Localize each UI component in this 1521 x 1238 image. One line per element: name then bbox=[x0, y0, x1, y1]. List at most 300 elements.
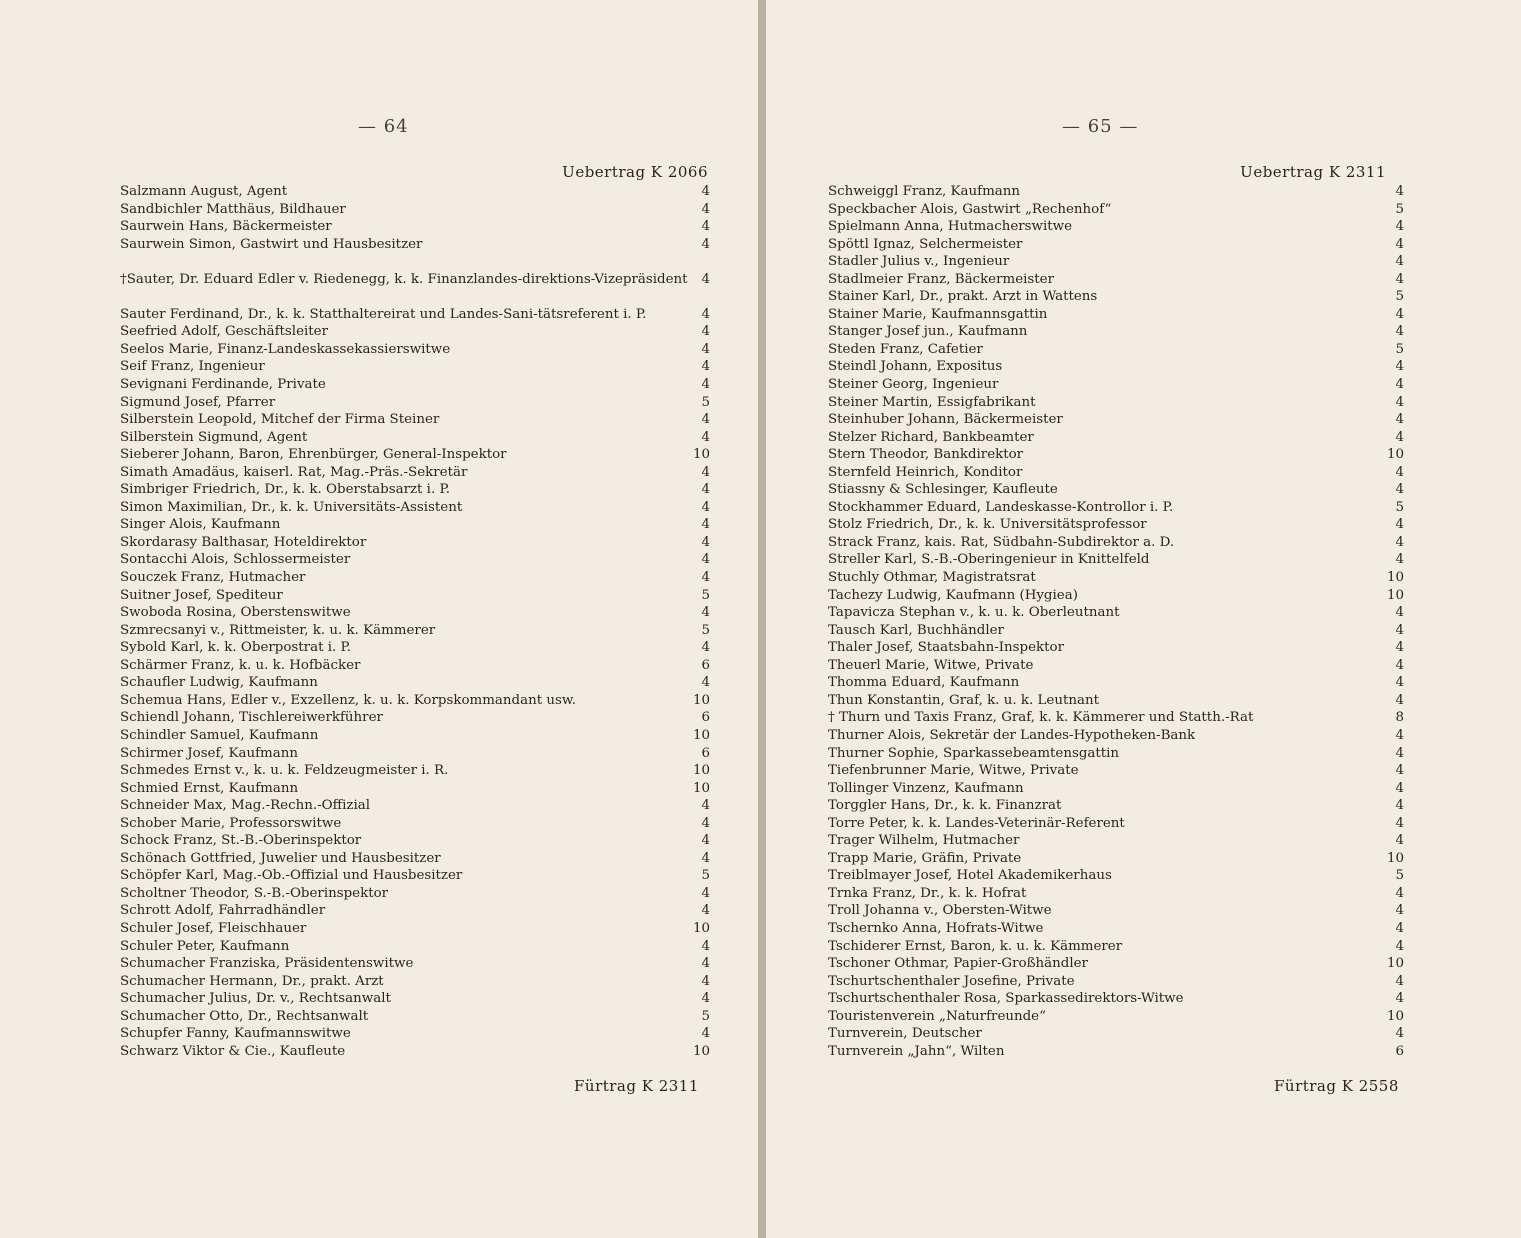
list-item bbox=[120, 955, 710, 973]
donation-amount: 4 bbox=[701, 833, 710, 849]
list-item bbox=[120, 218, 710, 236]
donor-name: Schwarz Viktor & Cie., Kaufleute bbox=[120, 1043, 346, 1059]
donation-amount: 4 bbox=[701, 271, 710, 287]
donation-amount: 10 bbox=[1386, 587, 1404, 603]
donor-name: Tschoner Othmar, Papier-Großhändler bbox=[828, 956, 1088, 972]
donor-name: Seif Franz, Ingenieur bbox=[120, 359, 265, 375]
donation-amount: 4 bbox=[1395, 394, 1404, 410]
donation-amount: 10 bbox=[1386, 956, 1404, 972]
donation-amount: 4 bbox=[701, 499, 710, 515]
donor-name: † Thurn und Taxis Franz, Graf, k. k. Kämmerer und Statth.-Rat bbox=[828, 710, 1254, 726]
donation-amount: 4 bbox=[701, 850, 710, 866]
donor-name: Sevignani Ferdinande, Private bbox=[120, 377, 326, 393]
list-item bbox=[828, 499, 1404, 517]
donor-name: Sontacchi Alois, Schlossermeister bbox=[120, 552, 351, 568]
donation-amount: 10 bbox=[1386, 447, 1404, 463]
list-item bbox=[120, 973, 710, 991]
list-item bbox=[120, 341, 710, 359]
donor-name: Silberstein Leopold, Mitchef der Firma Steiner bbox=[120, 412, 440, 428]
carry-in-total: Uebertrag K 2311 bbox=[1240, 163, 1386, 181]
donation-amount: 4 bbox=[1395, 833, 1404, 849]
donation-amount: 10 bbox=[1386, 570, 1404, 586]
donor-name: Tachezy Ludwig, Kaufmann (Hygiea) bbox=[828, 587, 1078, 603]
donor-name: Schöpfer Karl, Mag.-Ob.-Offizial und Hausbesitzer bbox=[120, 868, 463, 884]
list-item bbox=[828, 902, 1404, 920]
donation-amount: 4 bbox=[1395, 482, 1404, 498]
donor-name: Schrott Adolf, Fahrradhändler bbox=[120, 903, 326, 919]
list-item bbox=[828, 288, 1404, 306]
donor-name: Thomma Eduard, Kaufmann bbox=[828, 675, 1020, 691]
list-item bbox=[828, 183, 1404, 201]
donor-name: Troll Johanna v., Obersten-Witwe bbox=[828, 903, 1052, 919]
list-item bbox=[828, 218, 1404, 236]
list-item bbox=[120, 1043, 710, 1061]
list-item bbox=[120, 938, 710, 956]
list-item bbox=[828, 411, 1404, 429]
donor-name: Tschurtschenthaler Josefine, Private bbox=[828, 973, 1075, 989]
list-item bbox=[828, 727, 1404, 745]
donation-amount: 10 bbox=[692, 692, 710, 708]
donation-amount: 4 bbox=[1395, 763, 1404, 779]
list-item bbox=[120, 709, 710, 727]
donation-amount: 4 bbox=[701, 429, 710, 445]
list-item bbox=[828, 692, 1404, 710]
list-item bbox=[120, 850, 710, 868]
donation-amount: 4 bbox=[701, 885, 710, 901]
list-item bbox=[120, 253, 710, 288]
list-item bbox=[120, 622, 710, 640]
donor-name: Thun Konstantin, Graf, k. u. k. Leutnant bbox=[828, 692, 1099, 708]
donor-name: Stanger Josef jun., Kaufmann bbox=[828, 324, 1028, 340]
donation-amount: 5 bbox=[1395, 201, 1404, 217]
donor-name: Stockhammer Eduard, Landeskasse-Kontrollor i. P. bbox=[828, 499, 1174, 515]
donor-name: Tapavicza Stephan v., k. u. k. Oberleutnant bbox=[828, 605, 1120, 621]
list-item bbox=[120, 780, 710, 798]
donation-amount: 8 bbox=[1395, 710, 1404, 726]
donation-amount: 4 bbox=[1395, 306, 1404, 322]
list-item bbox=[120, 569, 710, 587]
donation-amount: 4 bbox=[701, 903, 710, 919]
donor-name: Schneider Max, Mag.-Rechn.-Offizial bbox=[120, 798, 371, 814]
donor-name: Speckbacher Alois, Gastwirt „Rechenhof“ bbox=[828, 201, 1112, 217]
list-item bbox=[828, 464, 1404, 482]
list-item bbox=[120, 1008, 710, 1026]
list-item bbox=[828, 271, 1404, 289]
donation-amount: 10 bbox=[692, 780, 710, 796]
donation-amount: 4 bbox=[1395, 938, 1404, 954]
list-item bbox=[828, 832, 1404, 850]
list-item bbox=[120, 604, 710, 622]
list-item bbox=[828, 253, 1404, 271]
list-item bbox=[120, 516, 710, 534]
donor-name: Schupfer Fanny, Kaufmannswitwe bbox=[120, 1026, 351, 1042]
donation-amount: 4 bbox=[1395, 903, 1404, 919]
donation-amount: 10 bbox=[692, 763, 710, 779]
donor-name: Tschurtschenthaler Rosa, Sparkassedirektors-Witwe bbox=[828, 991, 1184, 1007]
list-item bbox=[120, 236, 710, 254]
donor-name: Stadlmeier Franz, Bäckermeister bbox=[828, 271, 1054, 287]
list-item bbox=[120, 288, 710, 323]
donation-amount: 4 bbox=[701, 991, 710, 1007]
donation-amount: 4 bbox=[1395, 429, 1404, 445]
list-item bbox=[828, 745, 1404, 763]
list-item bbox=[828, 709, 1404, 727]
donor-name: Spöttl Ignaz, Selchermeister bbox=[828, 236, 1023, 252]
donor-name: Schumacher Julius, Dr. v., Rechtsanwalt bbox=[120, 991, 391, 1007]
donor-name: Scholtner Theodor, S.-B.-Oberinspektor bbox=[120, 885, 389, 901]
list-item bbox=[828, 481, 1404, 499]
list-item bbox=[828, 1008, 1404, 1026]
donor-name: Souczek Franz, Hutmacher bbox=[120, 570, 306, 586]
donation-amount: 6 bbox=[701, 710, 710, 726]
donation-amount: 4 bbox=[701, 412, 710, 428]
donation-amount: 4 bbox=[1395, 219, 1404, 235]
donor-name: Stelzer Richard, Bankbeamter bbox=[828, 429, 1034, 445]
donation-amount: 5 bbox=[1395, 868, 1404, 884]
donor-name: Stolz Friedrich, Dr., k. k. Universitätsprofessor bbox=[828, 517, 1147, 533]
donor-name: Steindl Johann, Expositus bbox=[828, 359, 1003, 375]
list-item bbox=[120, 446, 710, 464]
list-item bbox=[828, 657, 1404, 675]
donation-amount: 6 bbox=[701, 657, 710, 673]
list-item bbox=[828, 516, 1404, 534]
donor-name: Simbriger Friedrich, Dr., k. k. Oberstabsarzt i. P. bbox=[120, 482, 451, 498]
donor-name: Schemua Hans, Edler v., Exzellenz, k. u. k. Korpskommandant usw. bbox=[120, 692, 576, 708]
donor-name: Steinhuber Johann, Bäckermeister bbox=[828, 412, 1063, 428]
list-item bbox=[120, 464, 710, 482]
list-item bbox=[120, 394, 710, 412]
list-item bbox=[120, 534, 710, 552]
donation-amount: 4 bbox=[1395, 184, 1404, 199]
donation-amount: 4 bbox=[701, 938, 710, 954]
list-item bbox=[120, 1025, 710, 1043]
donation-amount: 5 bbox=[701, 587, 710, 603]
donor-name: Schock Franz, St.-B.-Oberinspektor bbox=[120, 833, 362, 849]
donation-amount: 4 bbox=[1395, 991, 1404, 1007]
donation-amount: 5 bbox=[701, 394, 710, 410]
donation-amount: 5 bbox=[1395, 289, 1404, 305]
donor-name: Tiefenbrunner Marie, Witwe, Private bbox=[828, 763, 1079, 779]
donation-amount: 4 bbox=[701, 184, 710, 199]
list-item bbox=[120, 323, 710, 341]
donor-name: Tausch Karl, Buchhändler bbox=[828, 622, 1004, 638]
list-item bbox=[828, 1043, 1404, 1061]
donation-amount: 4 bbox=[701, 306, 710, 322]
list-item bbox=[828, 622, 1404, 640]
list-item bbox=[828, 920, 1404, 938]
donation-amount: 4 bbox=[701, 815, 710, 831]
list-item bbox=[120, 885, 710, 903]
donation-amount: 4 bbox=[1395, 552, 1404, 568]
list-item bbox=[120, 902, 710, 920]
list-item bbox=[828, 1025, 1404, 1043]
list-item bbox=[828, 587, 1404, 605]
donor-name: Strack Franz, kais. Rat, Südbahn-Subdirektor a. D. bbox=[828, 534, 1175, 550]
donation-amount: 4 bbox=[701, 324, 710, 340]
donor-name: Streller Karl, S.-B.-Oberingenieur in Knittelfeld bbox=[828, 552, 1150, 568]
list-item bbox=[120, 376, 710, 394]
list-item bbox=[120, 429, 710, 447]
donor-name: Schmied Ernst, Kaufmann bbox=[120, 780, 299, 796]
donation-amount: 4 bbox=[1395, 605, 1404, 621]
right-page bbox=[766, 0, 1521, 1238]
list-item bbox=[120, 358, 710, 376]
donation-amount: 4 bbox=[1395, 359, 1404, 375]
donation-amount: 4 bbox=[1395, 464, 1404, 480]
donation-amount: 10 bbox=[1386, 1008, 1404, 1024]
list-item bbox=[120, 832, 710, 850]
donation-amount: 4 bbox=[701, 359, 710, 375]
donor-name: Schönach Gottfried, Juwelier und Hausbesitzer bbox=[120, 850, 441, 866]
donation-amount: 4 bbox=[1395, 534, 1404, 550]
donor-name: Simon Maximilian, Dr., k. k. Universitäts-Assistent bbox=[120, 499, 463, 515]
donor-name: Touristenverein „Naturfreunde“ bbox=[828, 1008, 1046, 1024]
donation-amount: 4 bbox=[701, 534, 710, 550]
list-item bbox=[828, 639, 1404, 657]
donation-amount: 4 bbox=[701, 552, 710, 568]
list-item bbox=[828, 780, 1404, 798]
list-item bbox=[120, 692, 710, 710]
donor-name: Schumacher Franziska, Präsidentenswitwe bbox=[120, 956, 414, 972]
donation-amount: 4 bbox=[1395, 920, 1404, 936]
donation-amount: 5 bbox=[1395, 341, 1404, 357]
list-item bbox=[828, 569, 1404, 587]
donor-name: Saurwein Simon, Gastwirt und Hausbesitzer bbox=[120, 236, 423, 252]
donation-amount: 4 bbox=[1395, 815, 1404, 831]
list-item bbox=[120, 745, 710, 763]
donation-amount: 10 bbox=[692, 727, 710, 743]
donation-amount: 4 bbox=[1395, 622, 1404, 638]
donation-amount: 4 bbox=[701, 377, 710, 393]
donation-amount: 6 bbox=[1395, 1043, 1404, 1059]
list-item bbox=[828, 973, 1404, 991]
donor-name: Schindler Samuel, Kaufmann bbox=[120, 727, 319, 743]
list-item bbox=[120, 867, 710, 885]
donor-name: Skordarasy Balthasar, Hoteldirektor bbox=[120, 534, 367, 550]
donation-amount: 5 bbox=[1395, 499, 1404, 515]
carry-out-total: Fürtrag K 2558 bbox=[1274, 1077, 1399, 1095]
list-item bbox=[828, 446, 1404, 464]
donor-name: Szmrecsanyi v., Rittmeister, k. u. k. Kämmerer bbox=[120, 622, 436, 638]
list-item bbox=[828, 358, 1404, 376]
donation-amount: 4 bbox=[701, 798, 710, 814]
list-item bbox=[120, 587, 710, 605]
donor-name: Thurner Sophie, Sparkassebeamtensgattin bbox=[828, 745, 1120, 761]
donation-amount: 4 bbox=[701, 341, 710, 357]
donation-amount: 5 bbox=[701, 622, 710, 638]
list-item bbox=[828, 551, 1404, 569]
donor-name: Torre Peter, k. k. Landes-Veterinär-Referent bbox=[828, 815, 1125, 831]
list-item bbox=[120, 797, 710, 815]
donor-name: Sauter Ferdinand, Dr., k. k. Statthaltereirat und Landes-Sani-tätsreferent i. P. bbox=[120, 306, 647, 322]
donor-name: Schuler Josef, Fleischhauer bbox=[120, 920, 307, 936]
donor-name: Steiner Martin, Essigfabrikant bbox=[828, 394, 1036, 410]
list-item bbox=[828, 938, 1404, 956]
list-item bbox=[828, 815, 1404, 833]
donor-name: Stainer Karl, Dr., prakt. Arzt in Wattens bbox=[828, 289, 1098, 305]
donor-name: Steiner Georg, Ingenieur bbox=[828, 377, 999, 393]
donation-amount: 4 bbox=[701, 236, 710, 252]
donor-name: Schirmer Josef, Kaufmann bbox=[120, 745, 298, 761]
list-item bbox=[828, 236, 1404, 254]
donation-amount: 4 bbox=[701, 973, 710, 989]
list-item bbox=[828, 850, 1404, 868]
donation-amount: 4 bbox=[701, 464, 710, 480]
donor-name: Sandbichler Matthäus, Bildhauer bbox=[120, 201, 346, 217]
donation-amount: 4 bbox=[1395, 1026, 1404, 1042]
donor-name: Stuchly Othmar, Magistratsrat bbox=[828, 570, 1036, 586]
donation-amount: 4 bbox=[1395, 657, 1404, 673]
list-item bbox=[828, 201, 1404, 219]
donor-name: Schaufler Ludwig, Kaufmann bbox=[120, 675, 318, 691]
donor-name: Schiendl Johann, Tischlereiwerkführer bbox=[120, 710, 383, 726]
donation-amount: 5 bbox=[701, 1008, 710, 1024]
list-item bbox=[120, 762, 710, 780]
donation-amount: 4 bbox=[701, 201, 710, 217]
carry-out-total: Fürtrag K 2311 bbox=[574, 1077, 699, 1095]
donation-amount: 4 bbox=[1395, 780, 1404, 796]
donation-amount: 4 bbox=[701, 517, 710, 533]
donor-name: Thurner Alois, Sekretär der Landes-Hypotheken-Bank bbox=[828, 727, 1196, 743]
donor-name: Swoboda Rosina, Oberstenswitwe bbox=[120, 605, 351, 621]
list-item bbox=[828, 341, 1404, 359]
donor-name: Silberstein Sigmund, Agent bbox=[120, 429, 308, 445]
donor-name: Seelos Marie, Finanz-Landeskassekassierswitwe bbox=[120, 341, 451, 357]
list-item bbox=[828, 762, 1404, 780]
donation-amount: 4 bbox=[701, 640, 710, 656]
donor-list bbox=[828, 183, 1404, 1060]
donor-name: Tollinger Vinzenz, Kaufmann bbox=[828, 780, 1024, 796]
donor-name: Stiassny & Schlesinger, Kaufleute bbox=[828, 482, 1058, 498]
donation-amount: 10 bbox=[692, 447, 710, 463]
list-item bbox=[120, 920, 710, 938]
donation-amount: 4 bbox=[701, 675, 710, 691]
list-item bbox=[828, 534, 1404, 552]
list-item bbox=[120, 657, 710, 675]
donation-amount: 4 bbox=[1395, 271, 1404, 287]
donation-amount: 4 bbox=[701, 1026, 710, 1042]
donor-name: Trapp Marie, Gräfin, Private bbox=[828, 850, 1022, 866]
donation-amount: 10 bbox=[1386, 850, 1404, 866]
donor-list bbox=[120, 183, 710, 1060]
list-item bbox=[120, 499, 710, 517]
donation-amount: 4 bbox=[1395, 236, 1404, 252]
list-item bbox=[120, 727, 710, 745]
donor-name: Salzmann August, Agent bbox=[120, 184, 288, 199]
donor-name: Singer Alois, Kaufmann bbox=[120, 517, 281, 533]
donation-amount: 4 bbox=[1395, 798, 1404, 814]
donation-amount: 4 bbox=[701, 219, 710, 235]
donation-amount: 4 bbox=[1395, 324, 1404, 340]
list-item bbox=[120, 411, 710, 429]
donation-amount: 4 bbox=[1395, 692, 1404, 708]
donor-name: Stadler Julius v., Ingenieur bbox=[828, 254, 1010, 270]
list-item bbox=[828, 885, 1404, 903]
donation-amount: 4 bbox=[1395, 412, 1404, 428]
donor-name: Spielmann Anna, Hutmacherswitwe bbox=[828, 219, 1073, 235]
page-number: — 64 bbox=[358, 116, 409, 137]
donor-name: Sieberer Johann, Baron, Ehrenbürger, General-Inspektor bbox=[120, 447, 507, 463]
list-item bbox=[828, 867, 1404, 885]
book-gutter bbox=[758, 0, 766, 1238]
donor-name: Schärmer Franz, k. u. k. Hofbäcker bbox=[120, 657, 361, 673]
donor-name: Theuerl Marie, Witwe, Private bbox=[828, 657, 1034, 673]
donation-amount: 4 bbox=[1395, 675, 1404, 691]
left-page bbox=[0, 0, 758, 1238]
donor-name: Schweiggl Franz, Kaufmann bbox=[828, 184, 1021, 199]
donor-name: Suitner Josef, Spediteur bbox=[120, 587, 283, 603]
donor-name: Seefried Adolf, Geschäftsleiter bbox=[120, 324, 328, 340]
list-item bbox=[828, 376, 1404, 394]
donor-name: Torggler Hans, Dr., k. k. Finanzrat bbox=[828, 798, 1062, 814]
donor-name: Schumacher Hermann, Dr., prakt. Arzt bbox=[120, 973, 384, 989]
donor-name: Turnverein „Jahn“, Wilten bbox=[828, 1043, 1005, 1059]
page-number: — 65 — bbox=[1062, 116, 1139, 137]
donor-name: Sigmund Josef, Pfarrer bbox=[120, 394, 276, 410]
donor-name: Sybold Karl, k. k. Oberpostrat i. P. bbox=[120, 640, 352, 656]
donation-amount: 4 bbox=[701, 605, 710, 621]
donor-name: Treiblmayer Josef, Hotel Akademikerhaus bbox=[828, 868, 1112, 884]
donor-name: Thaler Josef, Staatsbahn-Inspektor bbox=[828, 640, 1064, 656]
donor-name: Saurwein Hans, Bäckermeister bbox=[120, 219, 332, 235]
list-item bbox=[828, 674, 1404, 692]
list-item bbox=[828, 797, 1404, 815]
donation-amount: 4 bbox=[1395, 254, 1404, 270]
list-item bbox=[828, 604, 1404, 622]
list-item bbox=[828, 306, 1404, 324]
list-item bbox=[120, 990, 710, 1008]
list-item bbox=[120, 183, 710, 201]
donation-amount: 4 bbox=[1395, 727, 1404, 743]
donation-amount: 4 bbox=[701, 570, 710, 586]
donor-name: Trnka Franz, Dr., k. k. Hofrat bbox=[828, 885, 1027, 901]
donation-amount: 4 bbox=[1395, 517, 1404, 533]
donation-amount: 6 bbox=[701, 745, 710, 761]
donor-name: Schober Marie, Professorswitwe bbox=[120, 815, 342, 831]
donor-name: Stern Theodor, Bankdirektor bbox=[828, 447, 1024, 463]
donor-name: Tschernko Anna, Hofrats-Witwe bbox=[828, 920, 1044, 936]
donation-amount: 10 bbox=[692, 1043, 710, 1059]
donor-name: Stainer Marie, Kaufmannsgattin bbox=[828, 306, 1048, 322]
donation-amount: 4 bbox=[1395, 640, 1404, 656]
donor-name: Simath Amadäus, kaiserl. Rat, Mag.-Präs.-Sekretär bbox=[120, 464, 468, 480]
donor-name: Turnverein, Deutscher bbox=[828, 1026, 982, 1042]
list-item bbox=[120, 481, 710, 499]
donation-amount: 10 bbox=[692, 920, 710, 936]
list-item bbox=[828, 429, 1404, 447]
donation-amount: 4 bbox=[701, 482, 710, 498]
list-item bbox=[120, 815, 710, 833]
donation-amount: 5 bbox=[701, 868, 710, 884]
list-item bbox=[120, 674, 710, 692]
donor-name: Sternfeld Heinrich, Konditor bbox=[828, 464, 1023, 480]
donation-amount: 4 bbox=[701, 956, 710, 972]
carry-in-total: Uebertrag K 2066 bbox=[562, 163, 708, 181]
donor-name: Schumacher Otto, Dr., Rechtsanwalt bbox=[120, 1008, 369, 1024]
list-item bbox=[120, 551, 710, 569]
list-item bbox=[828, 323, 1404, 341]
list-item bbox=[120, 639, 710, 657]
donor-name: †Sauter, Dr. Eduard Edler v. Riedenegg, k. k. Finanzlandes-direktions-Vizepräsident bbox=[120, 271, 688, 287]
donation-amount: 4 bbox=[1395, 377, 1404, 393]
donation-amount: 4 bbox=[1395, 973, 1404, 989]
donor-name: Trager Wilhelm, Hutmacher bbox=[828, 833, 1020, 849]
list-item bbox=[828, 394, 1404, 412]
list-item bbox=[828, 990, 1404, 1008]
donor-name: Schuler Peter, Kaufmann bbox=[120, 938, 290, 954]
donor-name: Steden Franz, Cafetier bbox=[828, 341, 983, 357]
list-item bbox=[120, 201, 710, 219]
